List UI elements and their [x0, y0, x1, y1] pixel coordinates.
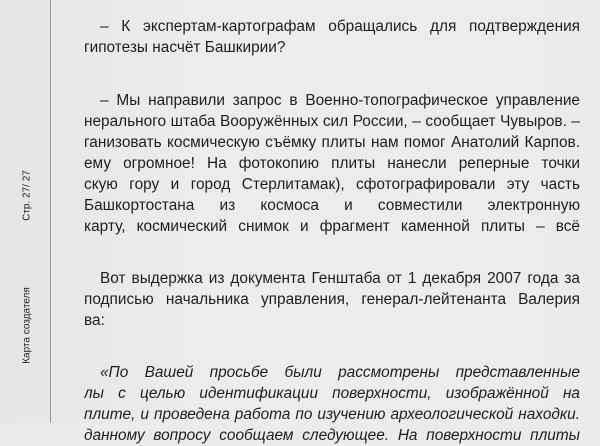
page-number-label: Стр. 27/ 27: [21, 170, 33, 221]
paragraph-line: ва:: [84, 312, 105, 329]
paragraph-line: нерального штаба Вооружённых сил России, – сообщает Чувыров. –: [84, 113, 580, 130]
paragraph-answer: [84, 90, 580, 237]
paragraph-line: гипотезы насчёт Башкирии?: [84, 39, 286, 56]
paragraph-line: Вот выдержка из документа Генштаба от 1 декабря 2007 года за: [100, 270, 580, 287]
paragraph-line: Башкортостана из космоса и совместили электронную: [84, 197, 580, 214]
paragraph-line: данному вопросу сообщаем следующее. На поверхности плиты: [84, 427, 580, 444]
paragraph-line: карту, космический снимок и фрагмент каменной плиты – всё: [84, 218, 580, 235]
paragraph-line: «По Вашей просьбе были рассмотрены представленные: [100, 364, 580, 381]
paragraph-line: – К экспертам-картографам обращались для подтверждения: [100, 18, 580, 35]
paragraph-line: ганизовать космическую съёмку плиты нам помог Анатолий Карпов.: [84, 134, 580, 151]
body-text: [84, 4, 580, 446]
paragraph-quote: [84, 362, 580, 446]
paragraph-line: подписью начальника управления, генерал-лейтенанта Валерия: [84, 291, 580, 308]
paragraph-intro: [84, 268, 580, 331]
paragraph-line: – Мы направили запрос в Военно-топографическое управление: [100, 92, 580, 109]
paragraph-line: плите, и проведена работа по изучению археологической находки.: [84, 406, 580, 423]
paragraph-line: лы с целью идентификации поверхности, изображённой на: [84, 385, 580, 402]
document-title-label: Карта создателя: [21, 287, 33, 364]
paragraph-line: скую гору и город Стерлитамак), сфотографировали эту часть: [84, 176, 580, 193]
paragraph-line: ему огромное! На фотокопию плиты нанесли реперные точки: [84, 155, 580, 172]
paragraph-question: [84, 16, 580, 58]
margin-rule: [50, 0, 51, 423]
